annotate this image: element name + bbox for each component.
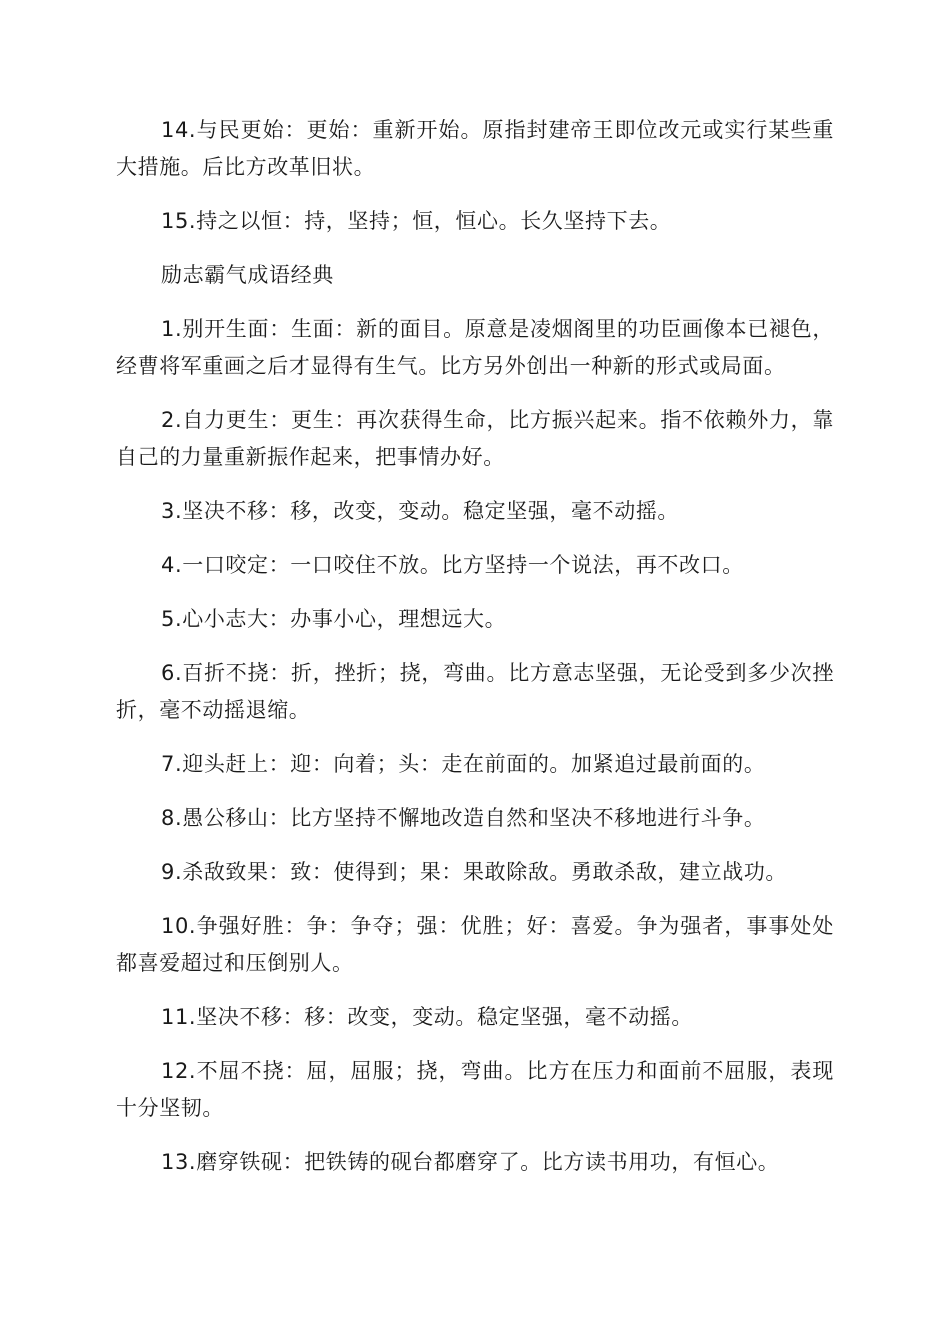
section-heading: 励志霸气成语经典: [161, 263, 334, 287]
paragraph-idiom-9: 9.杀敌致果：致：使得到；果：果敢除敌。勇敢杀敌，建立战功。: [161, 860, 788, 884]
paragraph-idiom-5: 5.心小志大：办事小心，理想远大。: [161, 607, 507, 631]
paragraph-idiom-7: 7.迎头赶上：迎：向着；头：走在前面的。加紧追过最前面的。: [161, 752, 766, 776]
paragraph-idiom-4: 4.一口咬定：一口咬住不放。比方坚持一个说法，再不改口。: [161, 553, 744, 577]
paragraph-idiom-6: 6.百折不挠：折，挫折；挠，弯曲。比方意志坚强，无论受到多少次挫折，毫不动摇退缩。: [116, 661, 834, 722]
paragraph-idiom-3: 3.坚决不移：移，改变，变动。稳定坚强，毫不动摇。: [161, 499, 680, 523]
paragraph-idiom-2: 2.自力更生：更生：再次获得生命，比方振兴起来。指不依赖外力，靠自己的力量重新振作起来，把事情办好。: [116, 408, 834, 469]
paragraph-idiom-1: 1.别开生面：生面：新的面目。原意是凌烟阁里的功臣画像本已褪色，经曹将军重画之后才显得有生气。比方另外创出一种新的形式或局面。: [116, 317, 834, 378]
document-body: [116, 112, 834, 1198]
paragraph-idiom-11: 11.坚决不移：移：改变，变动。稳定坚强，毫不动摇。: [161, 1005, 693, 1029]
paragraph-idiom-13: 13.磨穿铁砚：把铁铸的砚台都磨穿了。比方读书用功，有恒心。: [161, 1150, 780, 1174]
paragraph-idiom-14: 14.与民更始：更始：重新开始。原指封建帝王即位改元或实行某些重大措施。后比方改革旧状。: [116, 118, 834, 179]
paragraph-idiom-15: 15.持之以恒：持，坚持；恒，恒心。长久坚持下去。: [161, 209, 672, 233]
paragraph-idiom-8: 8.愚公移山：比方坚持不懈地改造自然和坚决不移地进行斗争。: [161, 806, 766, 830]
paragraph-idiom-12: 12.不屈不挠：屈，屈服；挠，弯曲。比方在压力和面前不屈服，表现十分坚韧。: [116, 1059, 834, 1120]
paragraph-idiom-10: 10.争强好胜：争：争夺；强：优胜；好：喜爱。争为强者，事事处处都喜爱超过和压倒别人。: [116, 914, 834, 975]
